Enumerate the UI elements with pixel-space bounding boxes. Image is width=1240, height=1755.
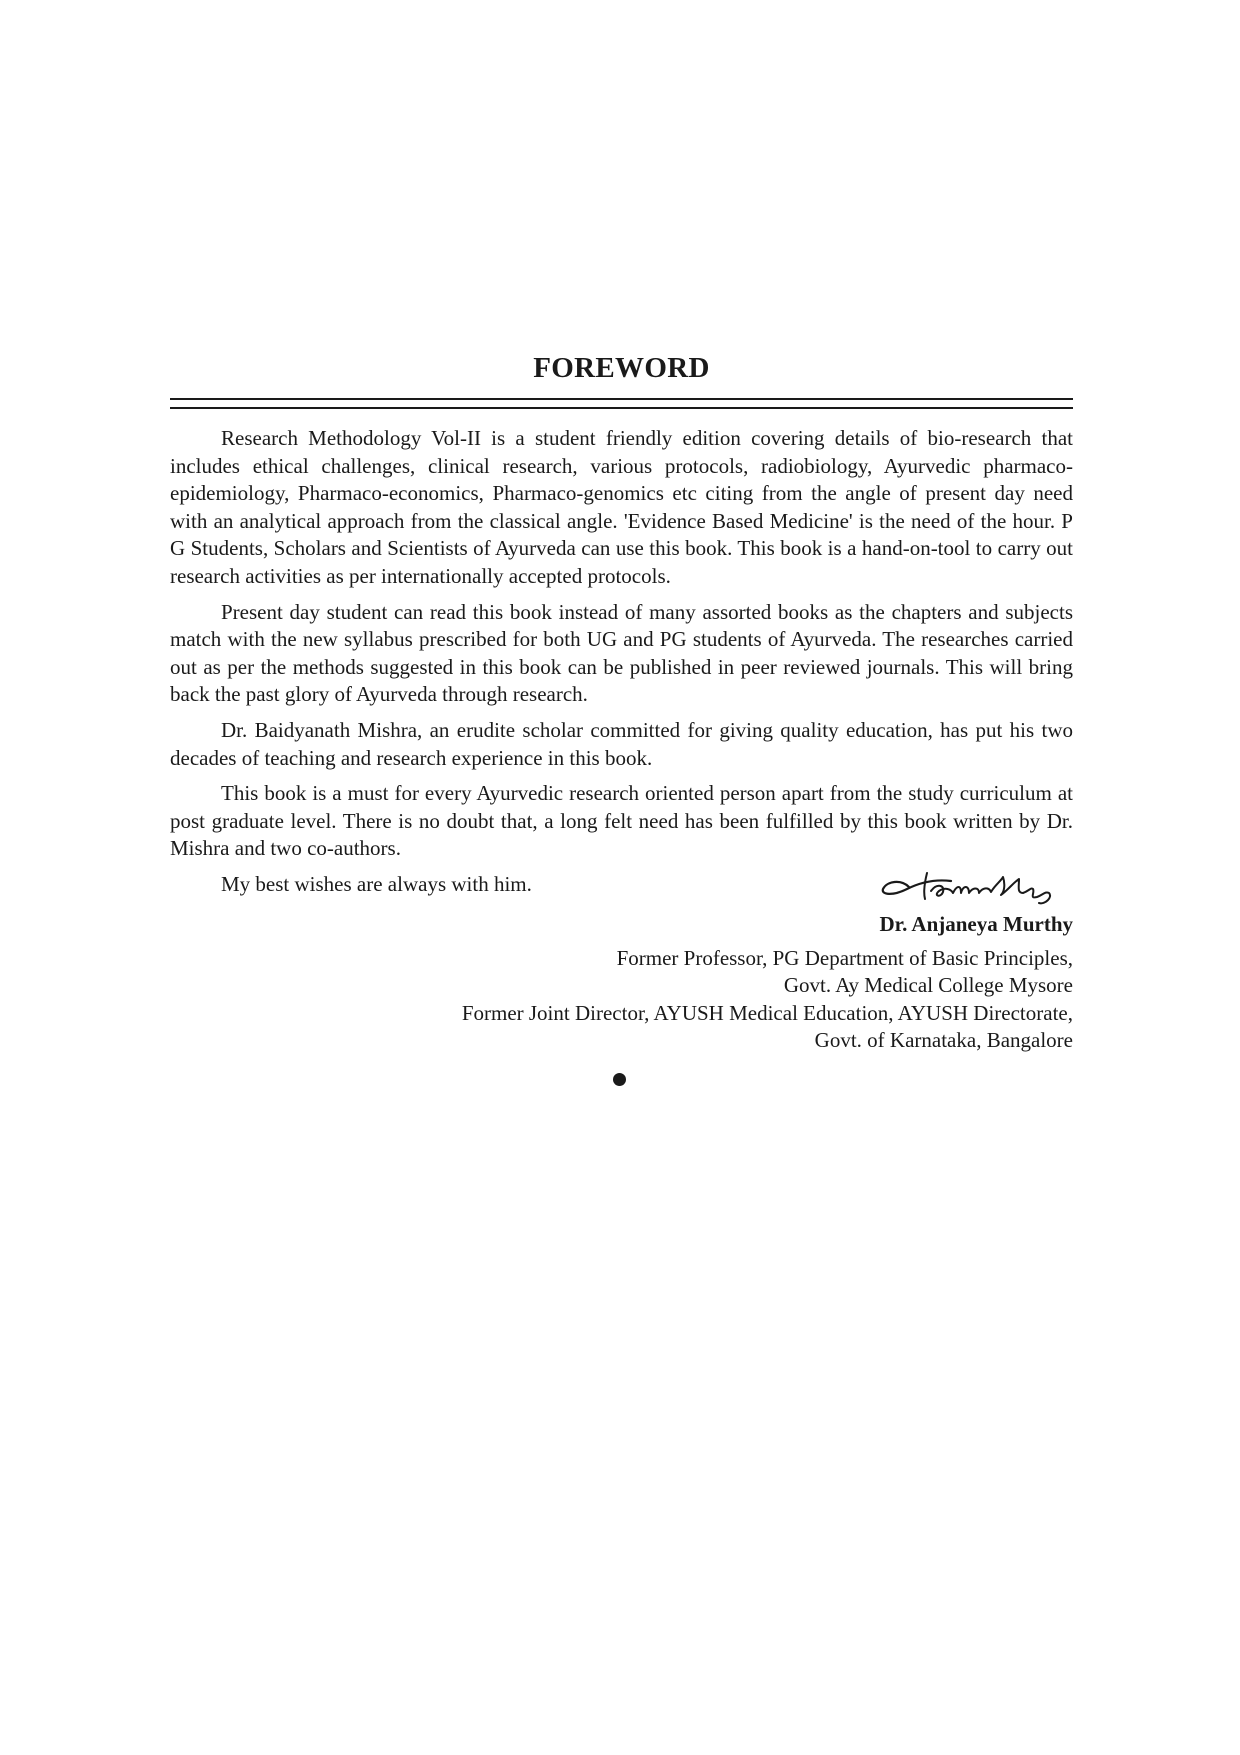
end-ornament-bullet [613,1073,626,1086]
page-title: FOREWORD [533,352,710,384]
signatory-name: Dr. Anjaneya Murthy [879,911,1073,936]
closing-row [170,871,1073,911]
handwritten-signature [873,865,1073,907]
foreword-body [170,425,1073,1055]
body-paragraph: Research Methodology Vol-II is a student friendly edition covering details of bio-research that includes ethical challenges, clinical research, various protocols, radiobiology, Ayurvedic pharmaco-epidemiology, Pharmaco-economics, Pharmaco-genomics etc citing from the angle of present day need with an analytical approach from the classical angle. 'Evidence Based Medicine' is the need of the hour. P G Students, Scholars and Scientists of Ayurveda can use this book. This book is a hand-on-tool to carry out research activities as per internationally accepted protocols. [170,426,1073,588]
foreword-section [170,348,1073,1055]
title-double-rule [170,398,1073,409]
body-paragraph: This book is a must for every Ayurvedic research oriented person apart from the study curriculum at post graduate level. There is no doubt that, a long felt need has been fulfilled by this book written by Dr. Mishra and two co-authors. [170,781,1073,861]
closing-line: My best wishes are always with him. [221,871,532,896]
affiliation-line: Former Joint Director, AYUSH Medical Education, AYUSH Directorate, [461,1000,1073,1025]
body-paragraph: Present day student can read this book instead of many assorted books as the chapters and subjects match with the new syllabus prescribed for both UG and PG students of Ayurveda. The researches carried out as per the methods suggested in this book can be published in peer reviewed journals. This will bring back the past glory of Ayurveda through research. [170,599,1073,707]
affiliation-line: Former Professor, PG Department of Basic Principles, [616,945,1073,970]
body-paragraph: Dr. Baidyanath Mishra, an erudite scholar committed for giving quality education, has put his two decades of teaching and research experience in this book. [170,717,1073,770]
affiliation-line: Govt. Ay Medical College Mysore [783,973,1073,998]
affiliation-line: Govt. of Karnataka, Bangalore [814,1028,1073,1053]
